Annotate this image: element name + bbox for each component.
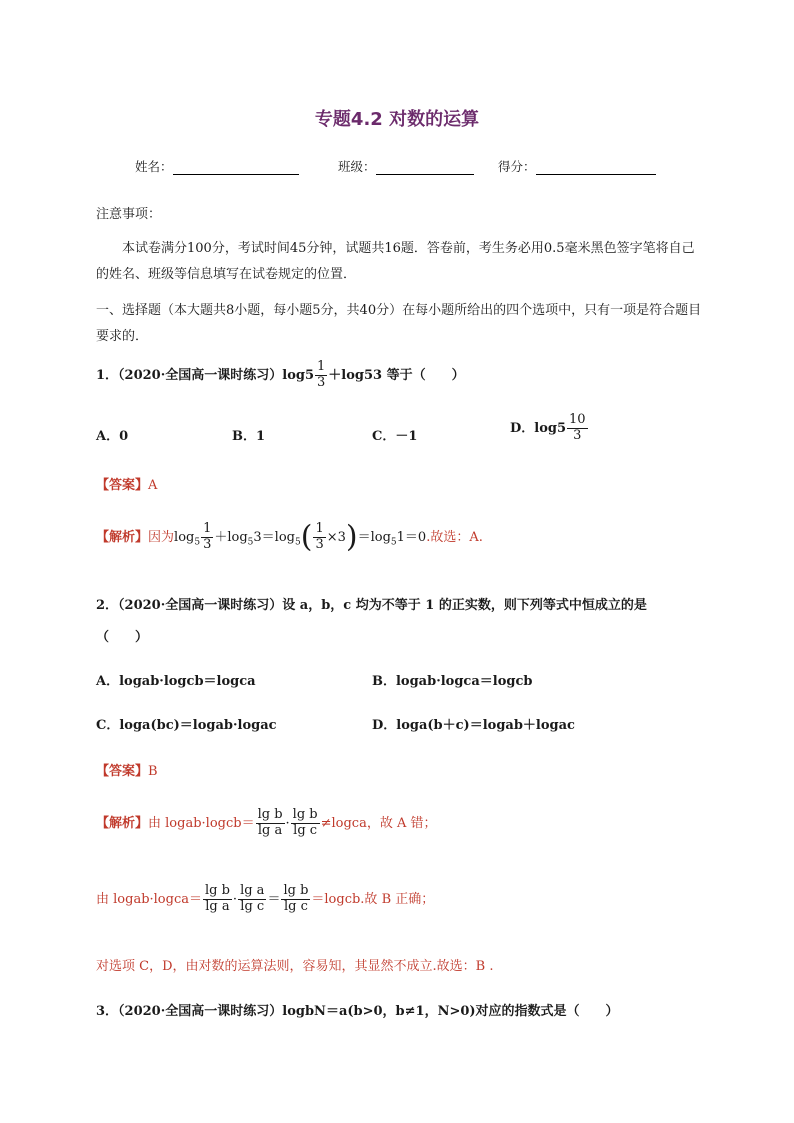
q1-sol-frac-den: 3 xyxy=(203,536,212,552)
q1-sol-frac2-num: 1 xyxy=(315,521,324,536)
q1-stem-tail: ＋log53 等于（ ） xyxy=(328,367,465,383)
q1-answer xyxy=(96,474,157,493)
q2-s2-frac1 xyxy=(203,884,232,915)
q2-s2-dot: · xyxy=(232,891,238,907)
q1-sol-base: 5 xyxy=(194,537,201,548)
q1-sol-base2: 5 xyxy=(247,537,254,548)
q1-sol-plus: ＋log xyxy=(214,529,248,545)
q1-sol-three: 3＝log xyxy=(253,529,295,545)
q1-sol-end2: 1＝0 xyxy=(396,529,427,545)
notes-text: 本试卷满分100分，考试时间45分钟，试题共16题．答卷前，考生务必用0.5毫米黑色签字笔将自己的姓名、班级等信息填写在试卷规定的位置． xyxy=(96,241,695,282)
q1-analysis xyxy=(96,519,483,555)
q2-s2-frac3-den: lg c xyxy=(283,898,308,914)
q2-stem: 设 a，b，c 均为不等于 1 的正实数，则下列等式中恒成立的是 xyxy=(282,598,647,613)
q1-opt-d-den: 3 xyxy=(573,427,582,443)
q1-sol-frac xyxy=(201,522,213,553)
q2-s1-dot: · xyxy=(285,815,290,831)
q2-s1-frac1 xyxy=(256,808,285,839)
q2-option-d[interactable]: D．loga(b＋c)＝logab＋logac xyxy=(372,718,575,733)
section-heading: 一、选择题（本大题共8小题，每小题5分，共40分）在每小题所给出的四个选项中，只有一项是符合题目要求的． xyxy=(96,303,702,344)
q2-s2-frac3-num: lg b xyxy=(283,883,309,898)
q2-s1-frac2 xyxy=(291,808,320,839)
q2-s1-frac1-num: lg b xyxy=(257,807,283,822)
q1-sol-base3: 5 xyxy=(294,537,301,548)
q1-analysis-label: 【解析】 xyxy=(96,529,149,545)
q1-sol-frac2-den: 3 xyxy=(315,536,324,552)
q2-s2-frac2-den: lg c xyxy=(240,898,265,914)
score-field xyxy=(498,157,656,175)
class-label: 班级： xyxy=(338,159,376,174)
q1-sol-base4: 5 xyxy=(390,537,397,548)
score-blank xyxy=(536,160,656,175)
q3-stem: logbN＝a(b>0，b≠1，N>0)对应的指数式是（ ） xyxy=(282,1004,619,1019)
q1-sol-pre: 因为 xyxy=(148,529,175,545)
q1-sol-log: log xyxy=(174,529,195,545)
q1-left-paren: ( xyxy=(300,519,313,555)
q1-option-d[interactable] xyxy=(510,413,589,444)
q2-s2-pre: 由 logab·logca＝ xyxy=(96,891,202,907)
q1-source: （2020·全国高一课时练习） xyxy=(118,367,283,383)
q1-answer-label: 【答案】 xyxy=(96,478,149,493)
q2-s1-pre: 由 logab·logcb＝ xyxy=(148,815,255,831)
q1-number: 1． xyxy=(96,367,119,383)
q1-fraction xyxy=(315,360,327,391)
q2-option-b[interactable]: B．logab·logca＝logcb xyxy=(372,674,533,689)
q1-frac-den: 3 xyxy=(317,374,326,390)
q2-analysis-2 xyxy=(96,884,434,915)
q2-s1-frac2-den: lg c xyxy=(293,822,318,838)
q2-s1-frac1-den: lg a xyxy=(257,822,283,838)
q1-answer-value: A xyxy=(148,478,158,493)
q2-option-c[interactable]: C．loga(bc)＝logab·logac xyxy=(96,718,277,733)
q2-s1-tail: ≠logca，故 A 错； xyxy=(320,815,437,831)
name-field xyxy=(135,157,299,175)
q2-source: （2020·全国高一课时练习） xyxy=(118,598,283,613)
q1-option-d-label: D．log5 xyxy=(510,420,567,436)
q2-paren: （ ） xyxy=(96,630,149,645)
q2-analysis-3: 对选项 C，D，由对数的运算法则，容易知，其显然不成立.故选：B . xyxy=(96,959,494,974)
q2-s2-frac1-den: lg a xyxy=(205,898,230,914)
q2-analysis-label: 【解析】 xyxy=(96,815,149,831)
q2-option-a[interactable]: A．logab·logcb＝logca xyxy=(96,674,256,689)
q3-number: 3． xyxy=(96,1004,119,1019)
q1-opt-d-num: 10 xyxy=(569,412,586,427)
q2-answer-label: 【答案】 xyxy=(96,764,149,779)
q1-sol-times: ×3 xyxy=(326,529,346,545)
q2-s2-frac3 xyxy=(281,884,310,915)
q1-sol-tail: .故选：A. xyxy=(426,529,483,545)
q1-sol-end: ＝log xyxy=(357,529,391,545)
q1-frac-num: 1 xyxy=(317,359,326,374)
notes-title: 注意事项： xyxy=(96,207,162,222)
q1-option-b[interactable]: B．1 xyxy=(232,429,266,444)
name-label: 姓名： xyxy=(135,159,173,174)
page-title: 专题4.2 对数的运算 xyxy=(314,109,480,130)
q2-s2-frac2 xyxy=(238,884,266,915)
name-blank xyxy=(173,160,299,175)
class-blank xyxy=(376,160,474,175)
class-field xyxy=(338,157,474,175)
q2-s2-tail: ＝logcb.故 B 正确； xyxy=(311,891,435,907)
q2-analysis-1 xyxy=(96,808,436,839)
question-2 xyxy=(96,594,647,613)
q1-log: log5 xyxy=(282,367,315,383)
q3-source: （2020·全国高一课时练习） xyxy=(118,1004,283,1019)
question-1 xyxy=(96,360,465,391)
q2-s1-frac2-num: lg b xyxy=(292,807,318,822)
q1-sol-frac2 xyxy=(313,522,325,553)
q2-answer-value: B xyxy=(148,764,158,779)
q2-number: 2． xyxy=(96,598,119,613)
q2-s2-eq: ＝ xyxy=(267,891,281,907)
q1-sol-frac-num: 1 xyxy=(203,521,212,536)
q1-option-a[interactable]: A．0 xyxy=(96,429,129,444)
question-3 xyxy=(96,1000,619,1019)
q1-right-paren: ) xyxy=(345,519,358,555)
q2-answer xyxy=(96,760,158,779)
q1-option-d-fraction xyxy=(567,413,588,444)
score-label: 得分： xyxy=(498,159,536,174)
q1-option-c[interactable]: C．－1 xyxy=(372,429,418,444)
q2-s2-frac1-num: lg b xyxy=(204,883,230,898)
q2-s2-frac2-num: lg a xyxy=(240,883,265,898)
